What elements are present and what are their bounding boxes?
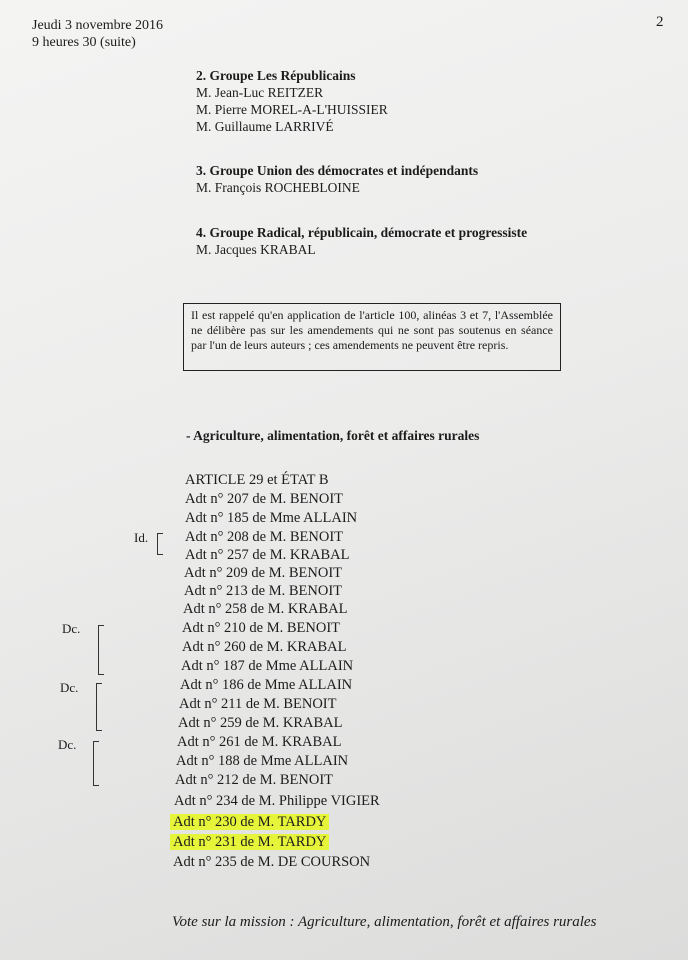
group-title: 4. Groupe Radical, républicain, démocrate et progressiste xyxy=(196,225,528,240)
group-member: M. Jacques KRABAL xyxy=(196,242,316,257)
amendment-row-highlighted xyxy=(170,813,329,832)
group-member: M. Pierre MOREL-A-L'HUISSIER xyxy=(196,102,388,117)
header-date: Jeudi 3 novembre 2016 xyxy=(32,18,164,33)
amendment-row: Adt n° 235 de M. DE COURSON xyxy=(173,854,371,870)
amendment-row: Adt n° 210 de M. BENOIT xyxy=(182,620,341,636)
document-header xyxy=(32,17,163,51)
amendment-row: Adt n° 207 de M. BENOIT xyxy=(185,491,344,507)
highlight-mark: Adt n° 230 de M. TARDY xyxy=(170,814,329,830)
amendment-row: Adt n° 185 de Mme ALLAIN xyxy=(185,510,358,526)
amendment-row: Adt n° 208 de M. BENOIT xyxy=(185,529,344,545)
notice-box: Il est rappelé qu'en application de l'article 100, alinéas 3 et 7, l'Assemblée ne délibère pas sur les amendements qui ne sont pas soutenus en séance par l'un de leurs auteurs ; ces amendements ne peuvent être repris. xyxy=(183,303,561,371)
discussion-commune-mark: Dc. xyxy=(60,680,79,695)
bracket xyxy=(93,741,99,786)
amendment-row: Adt n° 261 de M. KRABAL xyxy=(177,734,342,750)
amendment-row: Adt n° 186 de Mme ALLAIN xyxy=(180,677,353,693)
amendment-row: Adt n° 188 de Mme ALLAIN xyxy=(176,753,349,769)
amendment-row-highlighted xyxy=(170,833,329,852)
group-udi xyxy=(196,162,478,196)
group-member: M. François ROCHEBLOINE xyxy=(196,180,360,195)
group-radical xyxy=(196,224,527,258)
group-member: M. Guillaume LARRIVÉ xyxy=(196,119,334,134)
highlight-mark: Adt n° 231 de M. TARDY xyxy=(170,834,329,850)
amendment-row: Adt n° 259 de M. KRABAL xyxy=(178,715,343,731)
group-title: 2. Groupe Les Républicains xyxy=(196,68,356,83)
group-title: 3. Groupe Union des démocrates et indépendants xyxy=(196,163,479,178)
group-member: M. Jean-Luc REITZER xyxy=(196,85,324,100)
amendment-row: Adt n° 258 de M. KRABAL xyxy=(183,601,348,617)
discussion-commune-mark: Dc. xyxy=(62,621,81,636)
amendment-row: Adt n° 209 de M. BENOIT xyxy=(184,565,343,581)
amendment-row: Adt n° 213 de M. BENOIT xyxy=(184,583,343,599)
group-republicains xyxy=(196,67,388,135)
amendment-row: Adt n° 257 de M. KRABAL xyxy=(185,547,350,563)
identical-mark: Id. xyxy=(134,530,149,545)
discussion-commune-mark: Dc. xyxy=(58,737,77,752)
section-title: - Agriculture, alimentation, forêt et affaires rurales xyxy=(186,428,480,443)
amendment-row: Adt n° 211 de M. BENOIT xyxy=(179,696,337,712)
footer-vote: Vote sur la mission : Agriculture, alimentation, forêt et affaires rurales xyxy=(172,914,597,930)
bracket xyxy=(98,625,104,675)
bracket xyxy=(96,683,102,731)
amendment-row: Adt n° 260 de M. KRABAL xyxy=(182,639,347,655)
header-time: 9 heures 30 (suite) xyxy=(32,35,136,50)
article-heading: ARTICLE 29 et ÉTAT B xyxy=(185,472,329,488)
bracket xyxy=(157,533,163,555)
page-number: 2 xyxy=(656,14,664,30)
amendment-row: Adt n° 187 de Mme ALLAIN xyxy=(181,658,354,674)
amendment-row: Adt n° 212 de M. BENOIT xyxy=(175,772,334,788)
amendment-row: Adt n° 234 de M. Philippe VIGIER xyxy=(174,793,380,809)
